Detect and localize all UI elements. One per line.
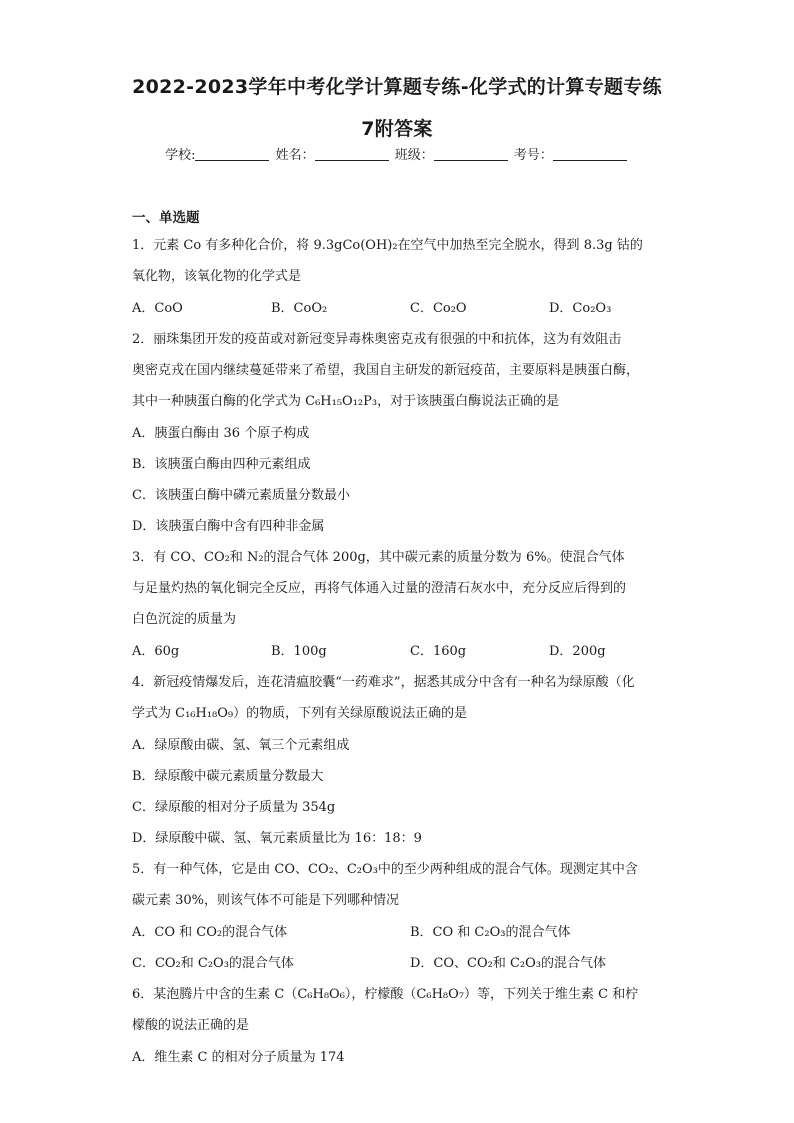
class-label: 班级： bbox=[394, 148, 434, 163]
q2-line-3: 其中一种胰蛋白酶的化学式为 C₆H₁₅O₁₂P₃，对于该胰蛋白酶说法正确的是 bbox=[132, 394, 560, 409]
q5-option-a: A．CO 和 CO₂的混合气体 bbox=[132, 925, 288, 940]
q2-option-d: D．该胰蛋白酶中含有四种非金属 bbox=[132, 519, 325, 534]
q5-option-c: C．CO₂和 C₂O₃的混合气体 bbox=[132, 956, 294, 971]
q2-option-b: B．该胰蛋白酶由四种元素组成 bbox=[132, 457, 311, 472]
q4-line-1: 4．新冠疫情爆发后，连花清瘟胶囊“一药难求”，据悉其成分中含有一种名为绿原酸（化 bbox=[132, 675, 635, 690]
q1-line-2: 氧化物，该氧化物的化学式是 bbox=[132, 269, 302, 284]
q2-line-2: 奥密克戎在国内继续蔓延带来了希望，我国自主研发的新冠疫苗，主要原料是胰蛋白酶， bbox=[132, 363, 640, 378]
name-blank[interactable] bbox=[315, 148, 389, 161]
school-label: 学校: bbox=[165, 148, 196, 163]
q6-option-a: A．维生素 C 的相对分子质量为 174 bbox=[132, 1050, 345, 1065]
q1-option-b: B．CoO₂ bbox=[271, 301, 328, 316]
q4-line-2: 学式为 C₁₆H₁₈O₉）的物质，下列有关绿原酸说法正确的是 bbox=[132, 706, 468, 721]
number-label: 考号： bbox=[513, 148, 553, 163]
q3-option-b: B．100g bbox=[271, 644, 327, 659]
q1-option-d: D．Co₂O₃ bbox=[549, 301, 612, 316]
q4-option-d: D．绿原酸中碳、氢、氧元素质量比为 16：18：9 bbox=[132, 831, 422, 846]
q1-option-c: C．Co₂O bbox=[410, 301, 467, 316]
document-title-line-1: 2022-2023学年中考化学计算题专练-化学式的计算专题专练 bbox=[132, 76, 662, 98]
q5-line-1: 5．有一种气体，它是由 CO、CO₂、C₂O₃中的至少两种组成的混合气体。现测定其中含 bbox=[132, 862, 638, 877]
document-title-line-2: 7附答案 bbox=[361, 118, 433, 140]
q3-option-d: D．200g bbox=[549, 644, 606, 659]
student-info-row bbox=[0, 144, 794, 163]
q6-line-1: 6．某泡腾片中含的生素 C（C₆H₈O₆），柠檬酸（C₆H₈O₇）等，下列关于维生素 C 和柠 bbox=[132, 987, 639, 1002]
q2-line-1: 2．丽珠集团开发的疫苗或对新冠变异毒株奥密克戎有很强的中和抗体，这为有效阻击 bbox=[132, 332, 622, 347]
q1-option-a: A．CoO bbox=[132, 301, 183, 316]
q3-line-1: 3．有 CO、CO₂和 N₂的混合气体 200g，其中碳元素的质量分数为 6%。使混合气体 bbox=[132, 550, 625, 565]
q1-line-1: 1．元素 Co 有多种化合价，将 9.3gCo(OH)₂在空气中加热至完全脱水，得到 8.3g 钴的 bbox=[132, 238, 643, 253]
class-blank[interactable] bbox=[434, 148, 508, 161]
number-blank[interactable] bbox=[553, 148, 627, 161]
q3-option-a: A．60g bbox=[132, 644, 180, 659]
q5-line-2: 碳元素 30%，则该气体不可能是下列哪种情况 bbox=[132, 893, 400, 908]
q3-line-2: 与足量灼热的氧化铜完全反应，再将气体通入过量的澄清石灰水中，充分反应后得到的 bbox=[132, 581, 627, 596]
q3-option-c: C．160g bbox=[410, 644, 467, 659]
q4-option-a: A．绿原酸由碳、氢、氧三个元素组成 bbox=[132, 738, 350, 753]
q4-option-c: C．绿原酸的相对分子质量为 354g bbox=[132, 800, 336, 815]
q3-line-3: 白色沉淀的质量为 bbox=[132, 612, 237, 627]
q5-option-b: B．CO 和 C₂O₃的混合气体 bbox=[410, 925, 571, 940]
name-label: 姓名： bbox=[275, 148, 315, 163]
q5-option-d: D．CO、CO₂和 C₂O₃的混合气体 bbox=[410, 956, 607, 971]
q2-option-a: A．胰蛋白酶由 36 个原子构成 bbox=[132, 426, 310, 441]
q6-line-2: 檬酸的说法正确的是 bbox=[132, 1018, 250, 1033]
q4-option-b: B．绿原酸中碳元素质量分数最大 bbox=[132, 769, 324, 784]
section-heading-single-choice: 一、单选题 bbox=[132, 210, 200, 226]
q2-option-c: C．该胰蛋白酶中磷元素质量分数最小 bbox=[132, 488, 350, 503]
school-blank[interactable] bbox=[195, 148, 269, 161]
